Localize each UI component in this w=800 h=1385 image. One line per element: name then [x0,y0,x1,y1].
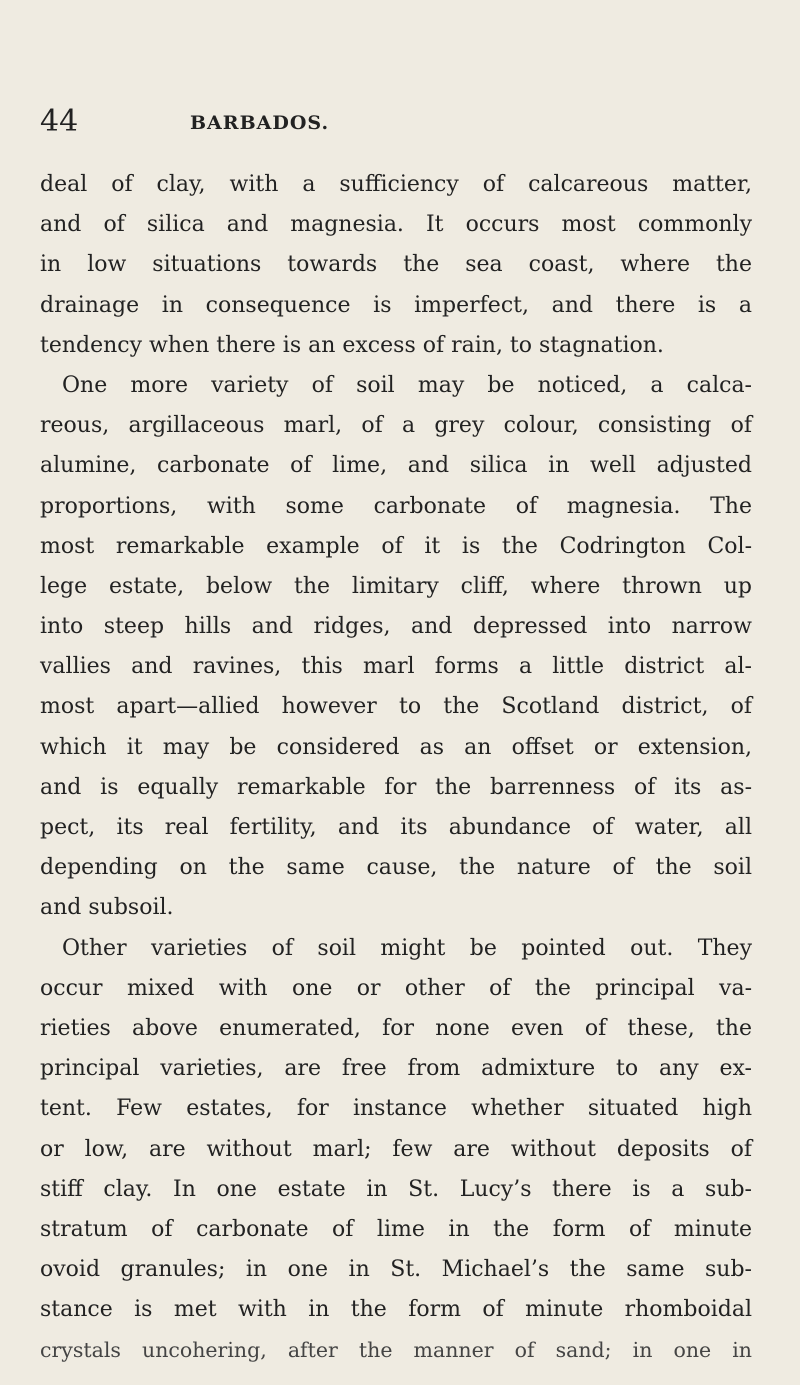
text-line: ovoid granules; in one in St. Michael’s the same sub- [40,1257,752,1283]
text-line: most remarkable example of it is the Codrington Col- [40,533,752,559]
body-text [40,165,752,1371]
text-line: Other varieties of soil might be pointed out. They [62,935,752,961]
text-line: vallies and ravines, this marl forms a little district al- [40,654,752,680]
text-line: in low situations towards the sea coast, where the [40,252,752,278]
text-line: crystals uncohering, after the manner of sand; in one in [40,1338,752,1363]
text-line: deal of clay, with a sufficiency of calcareous matter, [40,172,752,197]
text-line: One more variety of soil may be noticed, a calca- [62,372,752,398]
page-number: 44 [40,104,79,139]
text-line: drainage in consequence is imperfect, and there is a [40,292,752,318]
running-title: BARBADOS. [190,112,330,134]
text-line: pect, its real fertility, and its abundance of water, all [40,815,752,840]
text-line: and of silica and magnesia. It occurs most commonly [40,212,752,238]
text-line: principal varieties, are free from admixture to any ex- [40,1056,752,1082]
text-line: tendency when there is an excess of rain, to stagnation. [40,332,664,358]
text-line: and subsoil. [40,895,174,921]
text-line: and is equally remarkable for the barrenness of its as- [40,774,752,800]
text-line: tent. Few estates, for instance whether situated high [40,1096,752,1122]
text-line: proportions, with some carbonate of magnesia. The [40,493,752,519]
text-line: stiff clay. In one estate in St. Lucy’s there is a sub- [40,1176,752,1202]
text-line: occur mixed with one or other of the principal va- [40,975,752,1001]
text-line: reous, argillaceous marl, of a grey colour, consisting of [40,413,752,439]
text-line: stance is met with in the form of minute rhomboidal [40,1297,752,1323]
text-line: rieties above enumerated, for none even of these, the [40,1015,752,1041]
text-line: into steep hills and ridges, and depressed into narrow [40,614,752,640]
text-line: lege estate, below the limitary cliff, where thrown up [40,573,752,599]
text-line: depending on the same cause, the nature of the soil [40,855,752,881]
text-line: alumine, carbonate of lime, and silica in well adjusted [40,453,752,479]
text-line: or low, are without marl; few are without deposits of [40,1136,752,1162]
text-line: most apart—allied however to the Scotland district, of [40,694,752,720]
text-line: which it may be considered as an offset or extension, [40,734,752,760]
page-header [40,104,740,144]
text-line: stratum of carbonate of lime in the form of minute [40,1216,752,1242]
